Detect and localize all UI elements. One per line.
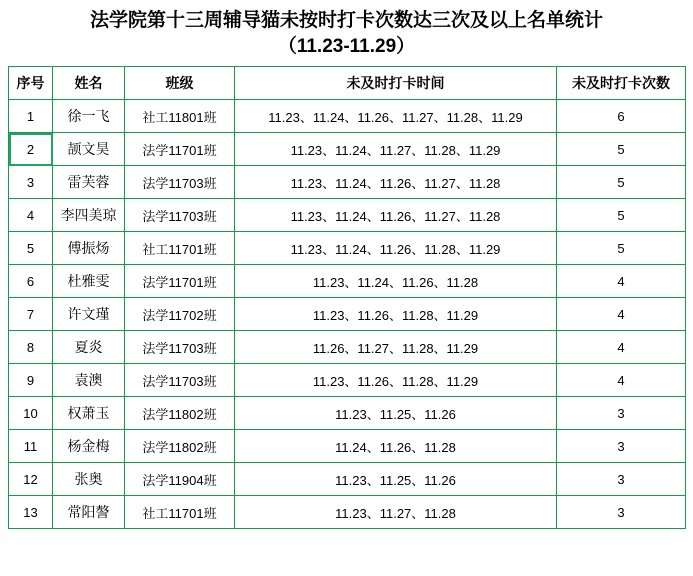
cell-index[interactable]: 5 bbox=[9, 232, 53, 265]
column-header-class: 班级 bbox=[125, 67, 235, 100]
cell-class[interactable]: 法学11904班 bbox=[125, 463, 235, 496]
table-container bbox=[0, 60, 693, 529]
cell-class[interactable]: 法学11702班 bbox=[125, 298, 235, 331]
table-row[interactable] bbox=[9, 496, 686, 529]
cell-count[interactable]: 5 bbox=[557, 232, 686, 265]
cell-index[interactable]: 7 bbox=[9, 298, 53, 331]
cell-index[interactable]: 6 bbox=[9, 265, 53, 298]
table-row[interactable] bbox=[9, 133, 686, 166]
cell-times[interactable]: 11.23、11.24、11.26、11.28、11.29 bbox=[235, 232, 557, 265]
cell-class[interactable]: 法学11802班 bbox=[125, 397, 235, 430]
cell-times[interactable]: 11.23、11.24、11.26、11.27、11.28、11.29 bbox=[235, 100, 557, 133]
cell-name[interactable]: 傅振炀 bbox=[53, 232, 125, 265]
cell-times[interactable]: 11.23、11.24、11.27、11.28、11.29 bbox=[235, 133, 557, 166]
cell-class[interactable]: 法学11703班 bbox=[125, 364, 235, 397]
cell-class[interactable]: 社工11701班 bbox=[125, 496, 235, 529]
cell-count[interactable]: 5 bbox=[557, 166, 686, 199]
cell-count[interactable]: 6 bbox=[557, 100, 686, 133]
cell-name[interactable]: 张奥 bbox=[53, 463, 125, 496]
cell-times[interactable]: 11.23、11.24、11.26、11.27、11.28 bbox=[235, 199, 557, 232]
table-row[interactable] bbox=[9, 199, 686, 232]
cell-name[interactable]: 权萧玉 bbox=[53, 397, 125, 430]
cell-index[interactable]: 13 bbox=[9, 496, 53, 529]
cell-class[interactable]: 法学11701班 bbox=[125, 133, 235, 166]
cell-times[interactable]: 11.23、11.24、11.26、11.28 bbox=[235, 265, 557, 298]
cell-index[interactable]: 8 bbox=[9, 331, 53, 364]
cell-class[interactable]: 法学11701班 bbox=[125, 265, 235, 298]
table-row[interactable] bbox=[9, 166, 686, 199]
cell-times[interactable]: 11.26、11.27、11.28、11.29 bbox=[235, 331, 557, 364]
cell-count[interactable]: 3 bbox=[557, 463, 686, 496]
table-row[interactable] bbox=[9, 331, 686, 364]
cell-name[interactable]: 杜雅雯 bbox=[53, 265, 125, 298]
cell-times[interactable]: 11.23、11.24、11.26、11.27、11.28 bbox=[235, 166, 557, 199]
cell-count[interactable]: 3 bbox=[557, 496, 686, 529]
cell-times[interactable]: 11.24、11.26、11.28 bbox=[235, 430, 557, 463]
column-header-index: 序号 bbox=[9, 67, 53, 100]
cell-class[interactable]: 社工11701班 bbox=[125, 232, 235, 265]
cell-index[interactable]: 1 bbox=[9, 100, 53, 133]
cell-class[interactable]: 法学11703班 bbox=[125, 331, 235, 364]
cell-count[interactable]: 3 bbox=[557, 430, 686, 463]
cell-name[interactable]: 李四美琼 bbox=[53, 199, 125, 232]
cell-count[interactable]: 4 bbox=[557, 364, 686, 397]
cell-count[interactable]: 3 bbox=[557, 397, 686, 430]
cell-times[interactable]: 11.23、11.26、11.28、11.29 bbox=[235, 364, 557, 397]
table-row[interactable] bbox=[9, 430, 686, 463]
cell-name[interactable]: 颉文昊 bbox=[53, 133, 125, 166]
cell-count[interactable]: 4 bbox=[557, 265, 686, 298]
cell-name[interactable]: 夏炎 bbox=[53, 331, 125, 364]
table-row[interactable] bbox=[9, 397, 686, 430]
cell-count[interactable]: 4 bbox=[557, 298, 686, 331]
column-header-count: 未及时打卡次数 bbox=[557, 67, 686, 100]
column-header-times: 未及时打卡时间 bbox=[235, 67, 557, 100]
statistics-table bbox=[8, 66, 686, 529]
cell-times[interactable]: 11.23、11.27、11.28 bbox=[235, 496, 557, 529]
cell-name[interactable]: 袁澳 bbox=[53, 364, 125, 397]
cell-index[interactable]: 3 bbox=[9, 166, 53, 199]
table-body bbox=[9, 100, 686, 529]
table-row[interactable] bbox=[9, 298, 686, 331]
cell-times[interactable]: 11.23、11.26、11.28、11.29 bbox=[235, 298, 557, 331]
cell-count[interactable]: 5 bbox=[557, 133, 686, 166]
cell-index[interactable]: 2 bbox=[9, 133, 53, 166]
cell-index[interactable]: 12 bbox=[9, 463, 53, 496]
cell-count[interactable]: 4 bbox=[557, 331, 686, 364]
cell-class[interactable]: 社工11801班 bbox=[125, 100, 235, 133]
cell-class[interactable]: 法学11703班 bbox=[125, 199, 235, 232]
cell-index[interactable]: 4 bbox=[9, 199, 53, 232]
table-row[interactable] bbox=[9, 265, 686, 298]
table-header-row bbox=[9, 67, 686, 100]
title-line-2: （11.23-11.29） bbox=[277, 36, 416, 57]
cell-times[interactable]: 11.23、11.25、11.26 bbox=[235, 397, 557, 430]
cell-times[interactable]: 11.23、11.25、11.26 bbox=[235, 463, 557, 496]
cell-index[interactable]: 11 bbox=[9, 430, 53, 463]
cell-name[interactable]: 常阳謷 bbox=[53, 496, 125, 529]
table-row[interactable] bbox=[9, 364, 686, 397]
cell-index[interactable]: 9 bbox=[9, 364, 53, 397]
cell-name[interactable]: 雷芙蓉 bbox=[53, 166, 125, 199]
table-row[interactable] bbox=[9, 232, 686, 265]
document-title bbox=[0, 0, 693, 60]
table-row[interactable] bbox=[9, 463, 686, 496]
column-header-name: 姓名 bbox=[53, 67, 125, 100]
cell-name[interactable]: 杨金梅 bbox=[53, 430, 125, 463]
cell-index[interactable]: 10 bbox=[9, 397, 53, 430]
cell-name[interactable]: 徐一飞 bbox=[53, 100, 125, 133]
table-row[interactable] bbox=[9, 100, 686, 133]
cell-class[interactable]: 法学11703班 bbox=[125, 166, 235, 199]
cell-class[interactable]: 法学11802班 bbox=[125, 430, 235, 463]
cell-name[interactable]: 许文瑾 bbox=[53, 298, 125, 331]
cell-count[interactable]: 5 bbox=[557, 199, 686, 232]
title-line-1: 法学院第十三周辅导猫未按时打卡次数达三次及以上名单统计 bbox=[89, 10, 603, 31]
